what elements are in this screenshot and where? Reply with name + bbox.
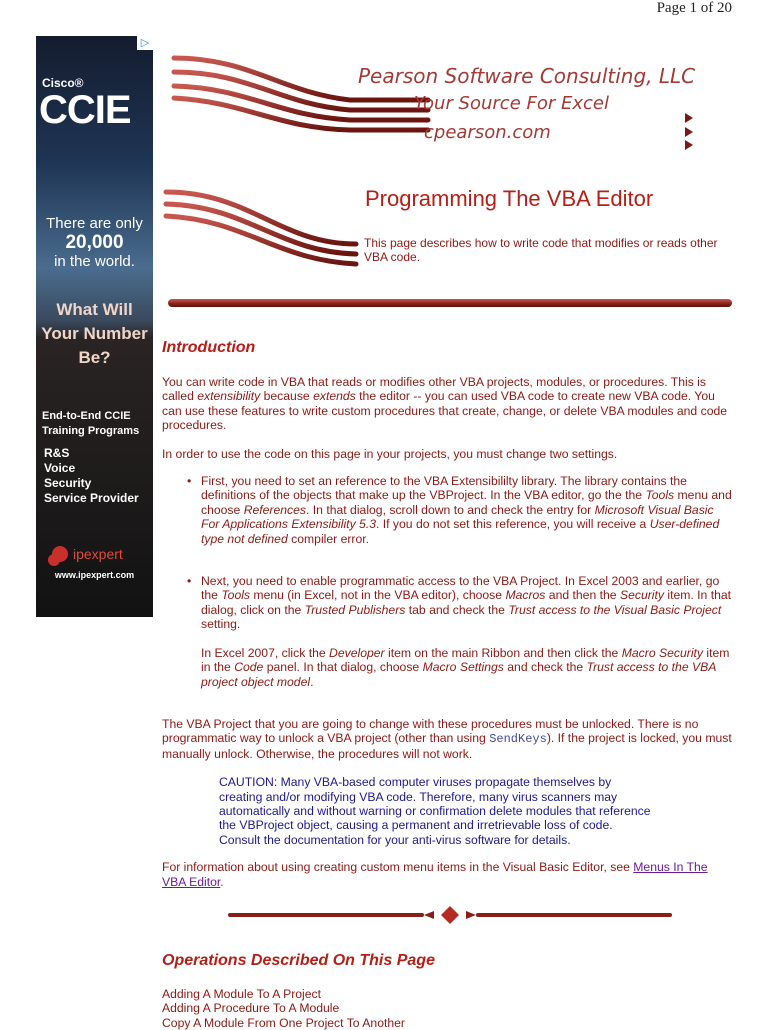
list-item: [162, 474, 734, 546]
ad-url: www.ipexpert.com: [54, 570, 135, 580]
ad-track: Voice: [44, 461, 76, 475]
ad-tracks: [44, 446, 139, 506]
text-run: and then the: [545, 588, 620, 603]
text-run: The VBA Project that you are going to change with these procedures must be unlocked. There is no programmatic way to unlock a VBA project (other than using: [162, 716, 699, 746]
text-run: Next, you need to enable programmatic access to the VBA Project. In Excel 2003 and earlier, go the: [201, 574, 720, 603]
ad-training-line: Training Programs: [42, 425, 140, 437]
text-run: panel. In that dialog, choose: [263, 660, 423, 675]
caution-line: CAUTION: Many VBA-based computer viruses propagate themselves by: [219, 775, 612, 790]
inline-code: SendKeys: [489, 732, 547, 747]
ad-question-line: What Will: [56, 300, 133, 319]
text-run: tab and check the: [405, 602, 509, 617]
operation-link[interactable]: Copy A Module From One Project To Another: [162, 1015, 405, 1030]
text-run: .: [310, 674, 314, 689]
menu-info-paragraph: [162, 860, 734, 889]
text-run: item in the: [201, 645, 730, 675]
text-run: .: [220, 874, 224, 889]
header-divider: [168, 299, 732, 307]
ipexpert-logo-icon: [52, 546, 68, 562]
list-item-paragraph: [201, 646, 734, 689]
text-run: extensibility: [197, 389, 261, 404]
text-run: Security: [619, 588, 664, 603]
list-item: [162, 574, 734, 689]
text-run: . In that dialog, scroll down to and check the entry for: [306, 502, 595, 517]
text-run: Macro Security: [621, 645, 704, 660]
section-divider-ornament: [228, 905, 672, 925]
text-run: References: [243, 502, 307, 517]
text-run: Tools: [645, 488, 675, 503]
operation-link[interactable]: Adding A Procedure To A Module: [162, 1001, 340, 1016]
ad-track: R&S: [44, 446, 70, 460]
caution-line: creating and/or modifying VBA code. Therefore, many virus scanners may: [219, 789, 618, 804]
ad-track: Security: [44, 476, 92, 490]
site-name: cpearson.com: [424, 122, 551, 143]
ad-training-line: End-to-End CCIE: [42, 410, 131, 422]
section-heading-introduction: Introduction: [162, 339, 256, 356]
text-run: ). If the project is locked, you must manually unlock. Otherwise, the procedures will not work.: [162, 731, 732, 761]
text-run: . If you do not set this reference, you will receive a: [376, 517, 650, 532]
ad-tagline-line: in the world.: [54, 253, 135, 270]
text-run: item on the main Ribbon and then click the: [384, 645, 622, 660]
caution-line: automatically and without warning or confirmation delete modules that reference: [219, 803, 651, 818]
company-slogan: Your Source For Excel: [414, 93, 609, 114]
caution-line: the VBProject object, causing a permanent and irretrievable loss of code.: [219, 818, 613, 833]
intro-paragraph: In order to use the code on this page in your projects, you must change two settings.: [162, 446, 618, 461]
text-run: Code: [234, 660, 264, 675]
ad-question: [36, 298, 153, 370]
page-number: Page 1 of 20: [656, 0, 732, 16]
ad-tagline-line: There are only: [46, 215, 143, 232]
text-run: User-defined type not defined: [201, 517, 720, 546]
ad-track: Service Provider: [44, 491, 139, 505]
company-name: Pearson Software Consulting, LLC: [358, 64, 696, 88]
text-run: For information about using creating custom menu items in the Visual Basic Editor, see: [162, 860, 634, 875]
text-run: item. In that dialog, click on the: [201, 588, 732, 617]
text-run: In Excel 2007, click the: [201, 645, 330, 660]
ad-tagline: [36, 214, 153, 271]
ad-product: CCIE: [39, 88, 131, 132]
intro-paragraph: [162, 375, 734, 433]
text-run: Macros: [505, 588, 546, 603]
settings-list: [162, 474, 734, 689]
ad-tagline-number: 20,000: [65, 232, 124, 253]
ad-logo: [52, 546, 123, 562]
unlock-paragraph: [162, 717, 734, 761]
caution-note: [162, 775, 734, 847]
ad-brand: Cisco®: [42, 76, 84, 90]
text-run: Macro Settings: [422, 660, 504, 675]
text-run: Microsoft Visual Basic For Applications Extensibility 5.3: [201, 502, 714, 532]
menus-in-vba-editor-link[interactable]: Menus In The VBA Editor: [162, 860, 708, 889]
main-content: [162, 338, 734, 1030]
text-run: Trust access to the VBA project object model: [201, 660, 716, 689]
advertisement-banner[interactable]: [36, 36, 153, 617]
text-run: menu and choose: [201, 488, 732, 517]
adchoices-icon[interactable]: ▷: [137, 36, 153, 50]
text-run: menu (in Excel, not in the VBA editor), choose: [250, 588, 506, 603]
text-run: and check the: [503, 660, 587, 675]
text-run: extends: [313, 389, 356, 404]
text-run: the editor -- you can used VBA code to create new VBA code. You can use these features to write custom procedures that create, change, or delete VBA modules and code procedures.: [162, 389, 728, 433]
text-run: Tools: [221, 588, 251, 603]
ad-logo-text: ipexpert: [73, 546, 123, 562]
text-run: Trust access to the Visual Basic Project: [508, 602, 722, 617]
text-run: First, you need to set an reference to the VBA Extensibililty library. The library contains the definitions of the objects that make up the VBProject. In the VBA editor, go the the: [201, 474, 687, 503]
page-title: Programming The VBA Editor: [365, 186, 654, 211]
operation-link[interactable]: Adding A Module To A Project: [162, 986, 321, 1001]
text-run: because: [260, 389, 314, 404]
ad-training: [42, 409, 139, 439]
text-run: compiler error.: [287, 531, 370, 546]
caution-line: Consult the documentation for your anti-virus software for details.: [219, 832, 571, 847]
text-run: You can write code in VBA that reads or modifies other VBA projects, modules, or procedures. This is called: [162, 375, 706, 404]
section-heading-operations: Operations Described On This Page: [162, 951, 435, 969]
page-subtitle: This page describes how to write code that modifies or reads other VBA code.: [364, 236, 718, 264]
text-run: setting.: [201, 617, 241, 632]
text-run: Developer: [329, 645, 385, 660]
ad-question-line: Be?: [78, 348, 111, 367]
text-run: Trusted Publishers: [304, 602, 406, 617]
ad-question-line: Your Number: [41, 324, 148, 343]
